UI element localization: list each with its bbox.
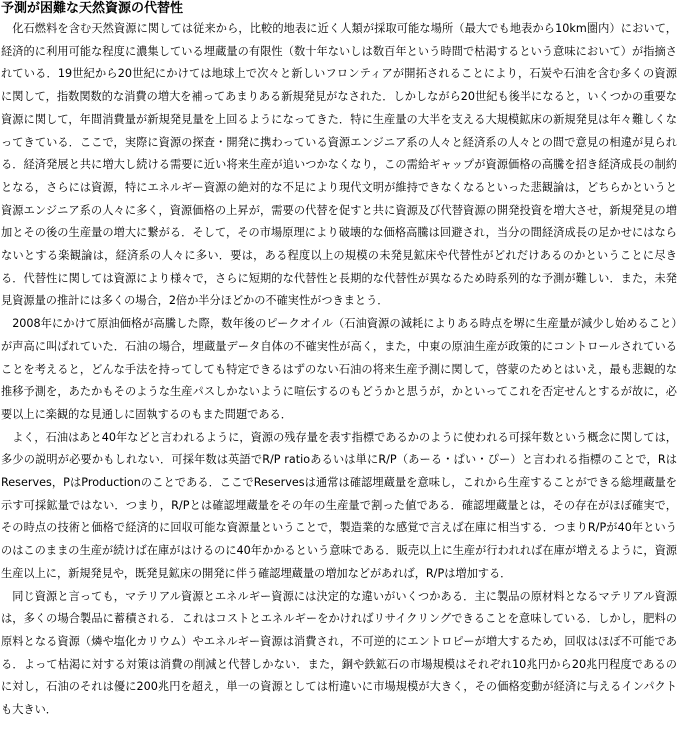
paragraph-material-vs-energy: 同じ資源と言っても，マテリアル資源とエネルギー資源には決定的な違いがいくつかある．主に製品の原材料となるマテリアル資源は，多くの場合製品に蓄積される．これはコストとエネルギーをかければリサイクリングできることを意味している．しかし，肥料の原料となる資源（燐や塩化カリウム）やエネルギー資源は消費され，不可逆的にエントロピーが増大するため，回収はほぼ不可能である．よって枯渇に対する対策は消費の削減と代替しかない．また，銅や鉄鉱石の市場規模はそれぞれ10兆円から20兆円程度であるのに対し，石油のそれは優に200兆円を超え，単一の資源としては桁違いに市場規模が大きく，その価格変動が経済に与えるインパクトも大きい． [1,589,677,717]
paragraph-rp-ratio: よく，石油はあと40年などと言われるように，資源の残存量を表す指標であるかのように使われる可採年数という概念に関しては，多少の説明が必要かもしれない．可採年数は英語でR/P ratioあるいは単にR/P（あーる・ぱい・ぴー）と言われる指標のことで，RはReserves，PはProductionのことである．ここでReservesは通常は確認埋蔵量を意味し，これから生産することができる総埋蔵量を示す可採鉱量ではない．つまり，R/Pとは確認埋蔵量をその年の生産量で割った値である．確認埋蔵量とは，その存在がほぼ確実で，その時点の技術と価格で経済的に回収可能な資源量ということで，製造業的な感覚で言えば在庫に相当する．つまりR/Pが40年というのはこのままの生産が続けば在庫がはけるのに40年かかるという意味である．販売以上に生産が行われれば在庫が増えるように，資源生産以上に，新規発見や，既発見鉱床の開発に伴う確認埋蔵量の増加などがあれば，R/Pは増加する． [1,430,677,580]
document-title: 予測が困難な天然資源の代替性 [1,1,184,16]
paragraph-resource-finiteness: 化石燃料を含む天然資源に関しては従来から，比較的地表に近く人類が採取可能な場所（最大でも地表から10km圏内）において，経済的に利用可能な程度に濃集している埋蔵量の有限性（数十年ないしは数百年という時間で枯渇するという意味において）が指摘されている．19世紀から20世紀にかけては地球上で次々と新しいフロンティアが開拓されることにより，石炭や石油を含む多くの資源に関して，指数関数的な消費の増大を補ってあまりある新規発見がなされた．しかしながら20世紀も後半になると，いくつかの重要な資源に関して，年間消費量が新規発見量を上回るようになってきた．特に生産量の大半を支える大規模鉱床の新規発見は年々難しくなってきている．ここで，実際に資源の探査・開発に携わっている資源エンジニア系の人々と経済系の人々との間で意見の相違が見られる．経済発展と共に増大し続ける需要に近い将来生産が追いつかなくなり，この需給ギャップが資源価格の高騰を招き経済成長の制約となる，さらには資源，特にエネルギー資源の絶対的な不足により現代文明が維持できなくなるといった悲観論は，どちらかというと資源エンジニア系の人々に多く，資源価格の上昇が，需要の代替を促すと共に資源及び代替資源の開発投資を増大させ，新規発見の増加とその後の生産量の増大に繋がる．そして，その市場原理により破壊的な価格高騰は回避され，当分の間経済成長の足かせにはならないとする楽観論は，経済系の人々に多い．要は，ある程度以上の規模の未発見鉱床や代替性がどれだけあるのかということに尽きる．代替性に関しては資源により様々で，さらに短期的な代替性と長期的な代替性が異なるため時系列的な予測が難しい．また，未発見資源量の推計には多くの場合，2倍か半分ほどかの不確実性がつきまとう． [1,22,677,308]
paragraph-peak-oil: 2008年にかけて原油価格が高騰した際，数年後のピークオイル（石油資源の減耗によりある時点を堺に生産量が減少し始めること）が声高に叫ばれていた．石油の場合，埋蔵量データ自体の不確実性が高く，また，中東の原油生産が政策的にコントロールされていることを考えると，どんな手法を持ってしても特定できるはずのない石油の将来生産予測に関して，啓蒙のためとはいえ，最も悲観的な推移予測を，あたかもそのような生産パスしかないように喧伝するのもどうかと思うが，かといってこれを否定せんとするが故に，必要以上に楽観的な見通しに固執するのもまた問題である． [1,317,677,421]
